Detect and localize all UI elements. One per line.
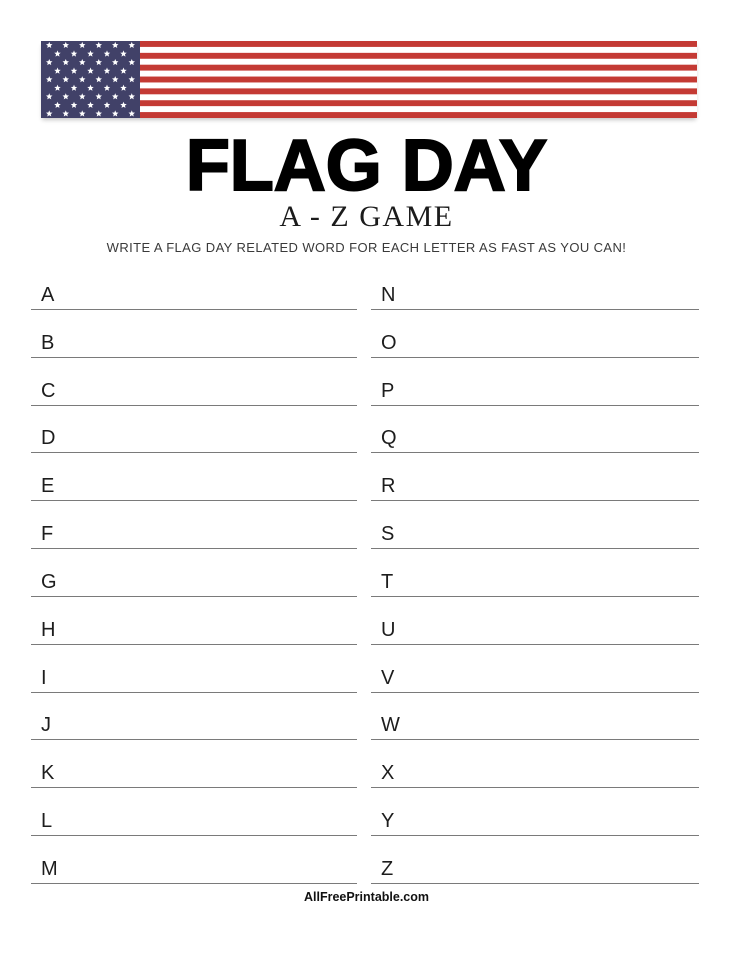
letter-row-g bbox=[31, 549, 357, 597]
letter-label-h: H bbox=[41, 618, 56, 641]
letter-row-n bbox=[371, 262, 699, 310]
letter-label-r: R bbox=[381, 475, 396, 498]
letter-label-z: Z bbox=[381, 857, 394, 880]
letter-label-p: P bbox=[381, 379, 395, 402]
instruction-text: WRITE A FLAG DAY RELATED WORD FOR EACH LETTER AS FAST AS YOU CAN! bbox=[106, 240, 627, 255]
letter-label-a: A bbox=[41, 283, 55, 306]
us-flag-graphic bbox=[41, 41, 697, 118]
letter-label-f: F bbox=[41, 523, 54, 546]
letter-label-o: O bbox=[381, 331, 397, 354]
letter-row-u bbox=[371, 597, 699, 645]
letter-label-x: X bbox=[381, 762, 395, 785]
letter-row-k bbox=[31, 740, 357, 788]
letter-row-l bbox=[31, 788, 357, 836]
letter-row-c bbox=[31, 358, 357, 406]
letter-label-i: I bbox=[41, 666, 47, 689]
us-flag-banner bbox=[41, 41, 697, 118]
letter-row-h bbox=[31, 597, 357, 645]
letter-row-e bbox=[31, 453, 357, 501]
letter-label-v: V bbox=[381, 666, 395, 689]
letter-row-y bbox=[371, 788, 699, 836]
letter-row-d bbox=[31, 406, 357, 454]
letter-label-e: E bbox=[41, 475, 55, 498]
letter-column-left bbox=[31, 262, 357, 884]
letter-label-s: S bbox=[381, 523, 395, 546]
letter-row-v bbox=[371, 645, 699, 693]
letter-row-a bbox=[31, 262, 357, 310]
letter-row-b bbox=[31, 310, 357, 358]
letter-row-p bbox=[371, 358, 699, 406]
footer-credit: AllFreePrintable.com bbox=[303, 890, 430, 904]
letter-row-w bbox=[371, 693, 699, 741]
letter-row-o bbox=[371, 310, 699, 358]
letter-label-n: N bbox=[381, 283, 396, 306]
letter-row-f bbox=[31, 501, 357, 549]
letter-label-k: K bbox=[41, 762, 55, 785]
letter-label-w: W bbox=[381, 714, 400, 737]
letter-label-m: M bbox=[41, 857, 58, 880]
page-title: FLAG DAY bbox=[185, 126, 548, 206]
letter-label-t: T bbox=[381, 570, 394, 593]
letter-label-y: Y bbox=[381, 810, 395, 833]
letter-row-m bbox=[31, 836, 357, 884]
letter-row-r bbox=[371, 453, 699, 501]
letter-columns bbox=[31, 262, 700, 884]
letter-label-j: J bbox=[41, 714, 51, 737]
letter-row-s bbox=[371, 501, 699, 549]
letter-label-g: G bbox=[41, 570, 57, 593]
letter-row-i bbox=[31, 645, 357, 693]
letter-row-j bbox=[31, 693, 357, 741]
letter-column-right bbox=[371, 262, 699, 884]
letter-row-z bbox=[371, 836, 699, 884]
letter-label-c: C bbox=[41, 379, 56, 402]
letter-label-u: U bbox=[381, 618, 396, 641]
letter-label-q: Q bbox=[381, 427, 397, 450]
page-subtitle: A - Z GAME bbox=[279, 200, 454, 233]
letter-row-q bbox=[371, 406, 699, 454]
letter-label-b: B bbox=[41, 331, 55, 354]
letter-label-d: D bbox=[41, 427, 56, 450]
letter-row-t bbox=[371, 549, 699, 597]
letter-row-x bbox=[371, 740, 699, 788]
letter-label-l: L bbox=[41, 810, 53, 833]
